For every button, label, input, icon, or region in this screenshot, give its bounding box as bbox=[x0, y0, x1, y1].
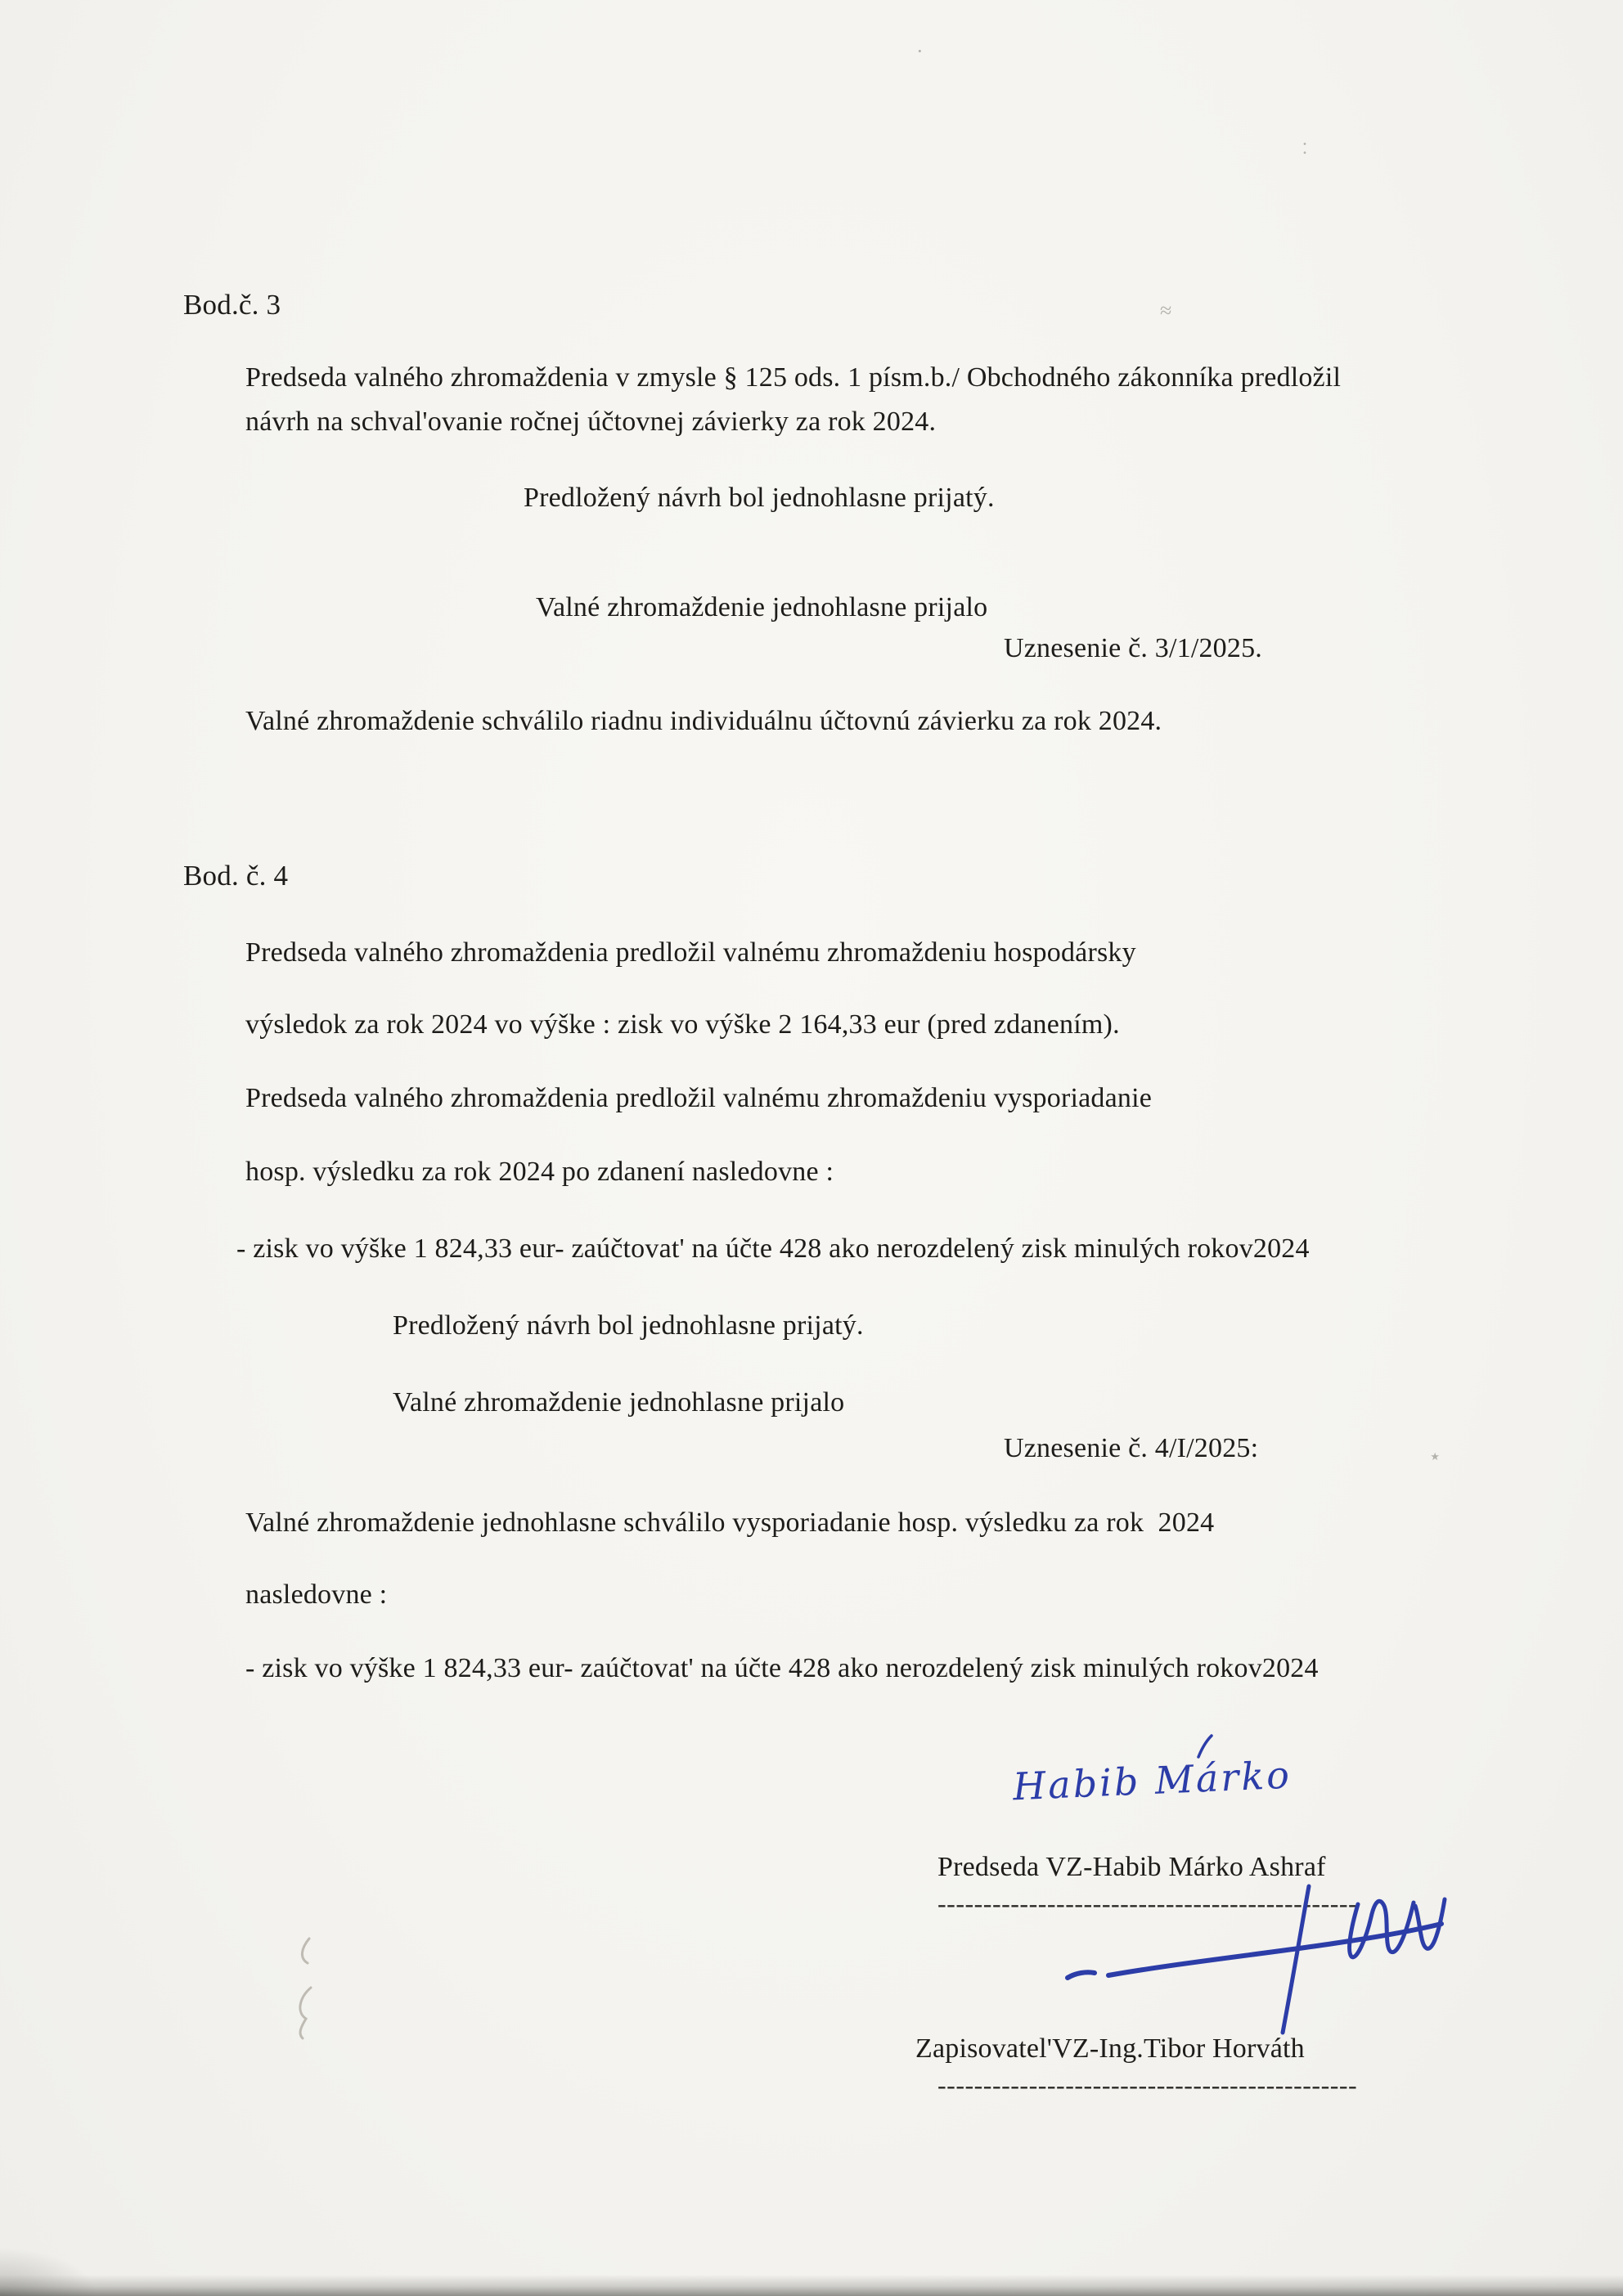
scan-artifact: ⋆ bbox=[1428, 1445, 1442, 1468]
signature-accent-stroke bbox=[1190, 1732, 1223, 1765]
section4-line: Valné zhromaždenie jednohlasne prijalo bbox=[393, 1387, 845, 1418]
section4-line: Predseda valného zhromaždenia predložil valnému zhromaždeniu hospodársky bbox=[245, 937, 1136, 968]
scan-artifact: ≈ bbox=[1160, 299, 1172, 322]
section4-heading: Bod. č. 4 bbox=[183, 860, 289, 892]
section4-line: hosp. výsledku za rok 2024 po zdanení nasledovne : bbox=[245, 1157, 834, 1187]
scan-bottom-edge bbox=[0, 2275, 1623, 2296]
section4-resolution: Uznesenie č. 4/I/2025: bbox=[1004, 1433, 1259, 1463]
section4-line: nasledovne : bbox=[245, 1579, 388, 1610]
section4-line: Predseda valného zhromaždenia predložil valnému zhromaždeniu vysporiadanie bbox=[245, 1083, 1153, 1113]
scan-artifact-squiggle bbox=[285, 1930, 334, 2045]
recorder-name-line: Zapisovatel'VZ-Ing.Tibor Horváth bbox=[915, 2033, 1305, 2064]
section3-closing: Valné zhromaždenie schválilo riadnu individuálnu účtovnú závierku za rok 2024. bbox=[245, 706, 1162, 736]
section3-resolution: Uznesenie č. 3/1/2025. bbox=[1004, 633, 1262, 663]
scan-artifact: ﹕ bbox=[1294, 134, 1316, 158]
recorder-signature-line: ---------------------------------------------- bbox=[937, 2070, 1358, 2100]
chairman-handwritten-signature: Habib Márko bbox=[1011, 1752, 1293, 1809]
chairman-name-line: Predseda VZ-Habib Márko Ashraf bbox=[937, 1852, 1326, 1882]
scan-artifact: · bbox=[916, 39, 924, 63]
section3-approved-line: Predložený návrh bol jednohlasne prijatý. bbox=[524, 483, 995, 513]
section4-line: Valné zhromaždenie jednohlasne schválilo vysporiadanie hosp. výsledku za rok 2024 bbox=[245, 1507, 1215, 1538]
section3-adopted-line: Valné zhromaždenie jednohlasne prijalo bbox=[536, 592, 988, 622]
chairman-signature-line: ---------------------------------------------- bbox=[937, 1889, 1358, 1918]
section3-paragraph: Predseda valného zhromaždenia v zmysle § 125 ods. 1 písm.b./ Obchodného zákonníka predložil návrh na schval'ovanie ročnej účtovnej závierky za rok 2024. bbox=[245, 362, 1348, 438]
section4-line: výsledok za rok 2024 vo výške : zisk vo výške 2 164,33 eur (pred zdanením). bbox=[245, 1009, 1120, 1040]
recorder-handwritten-signature bbox=[1063, 1881, 1472, 2045]
section4-line: - zisk vo výške 1 824,33 eur- zaúčtovat' na účte 428 ako nerozdelený zisk minulých rokov2024 bbox=[236, 1233, 1310, 1264]
section3-heading: Bod.č. 3 bbox=[183, 289, 281, 321]
section4-line: - zisk vo výške 1 824,33 eur- zaúčtovat' na účte 428 ako nerozdelený zisk minulých rokov2024 bbox=[245, 1653, 1319, 1683]
section4-line: Predložený návrh bol jednohlasne prijatý. bbox=[393, 1310, 864, 1341]
